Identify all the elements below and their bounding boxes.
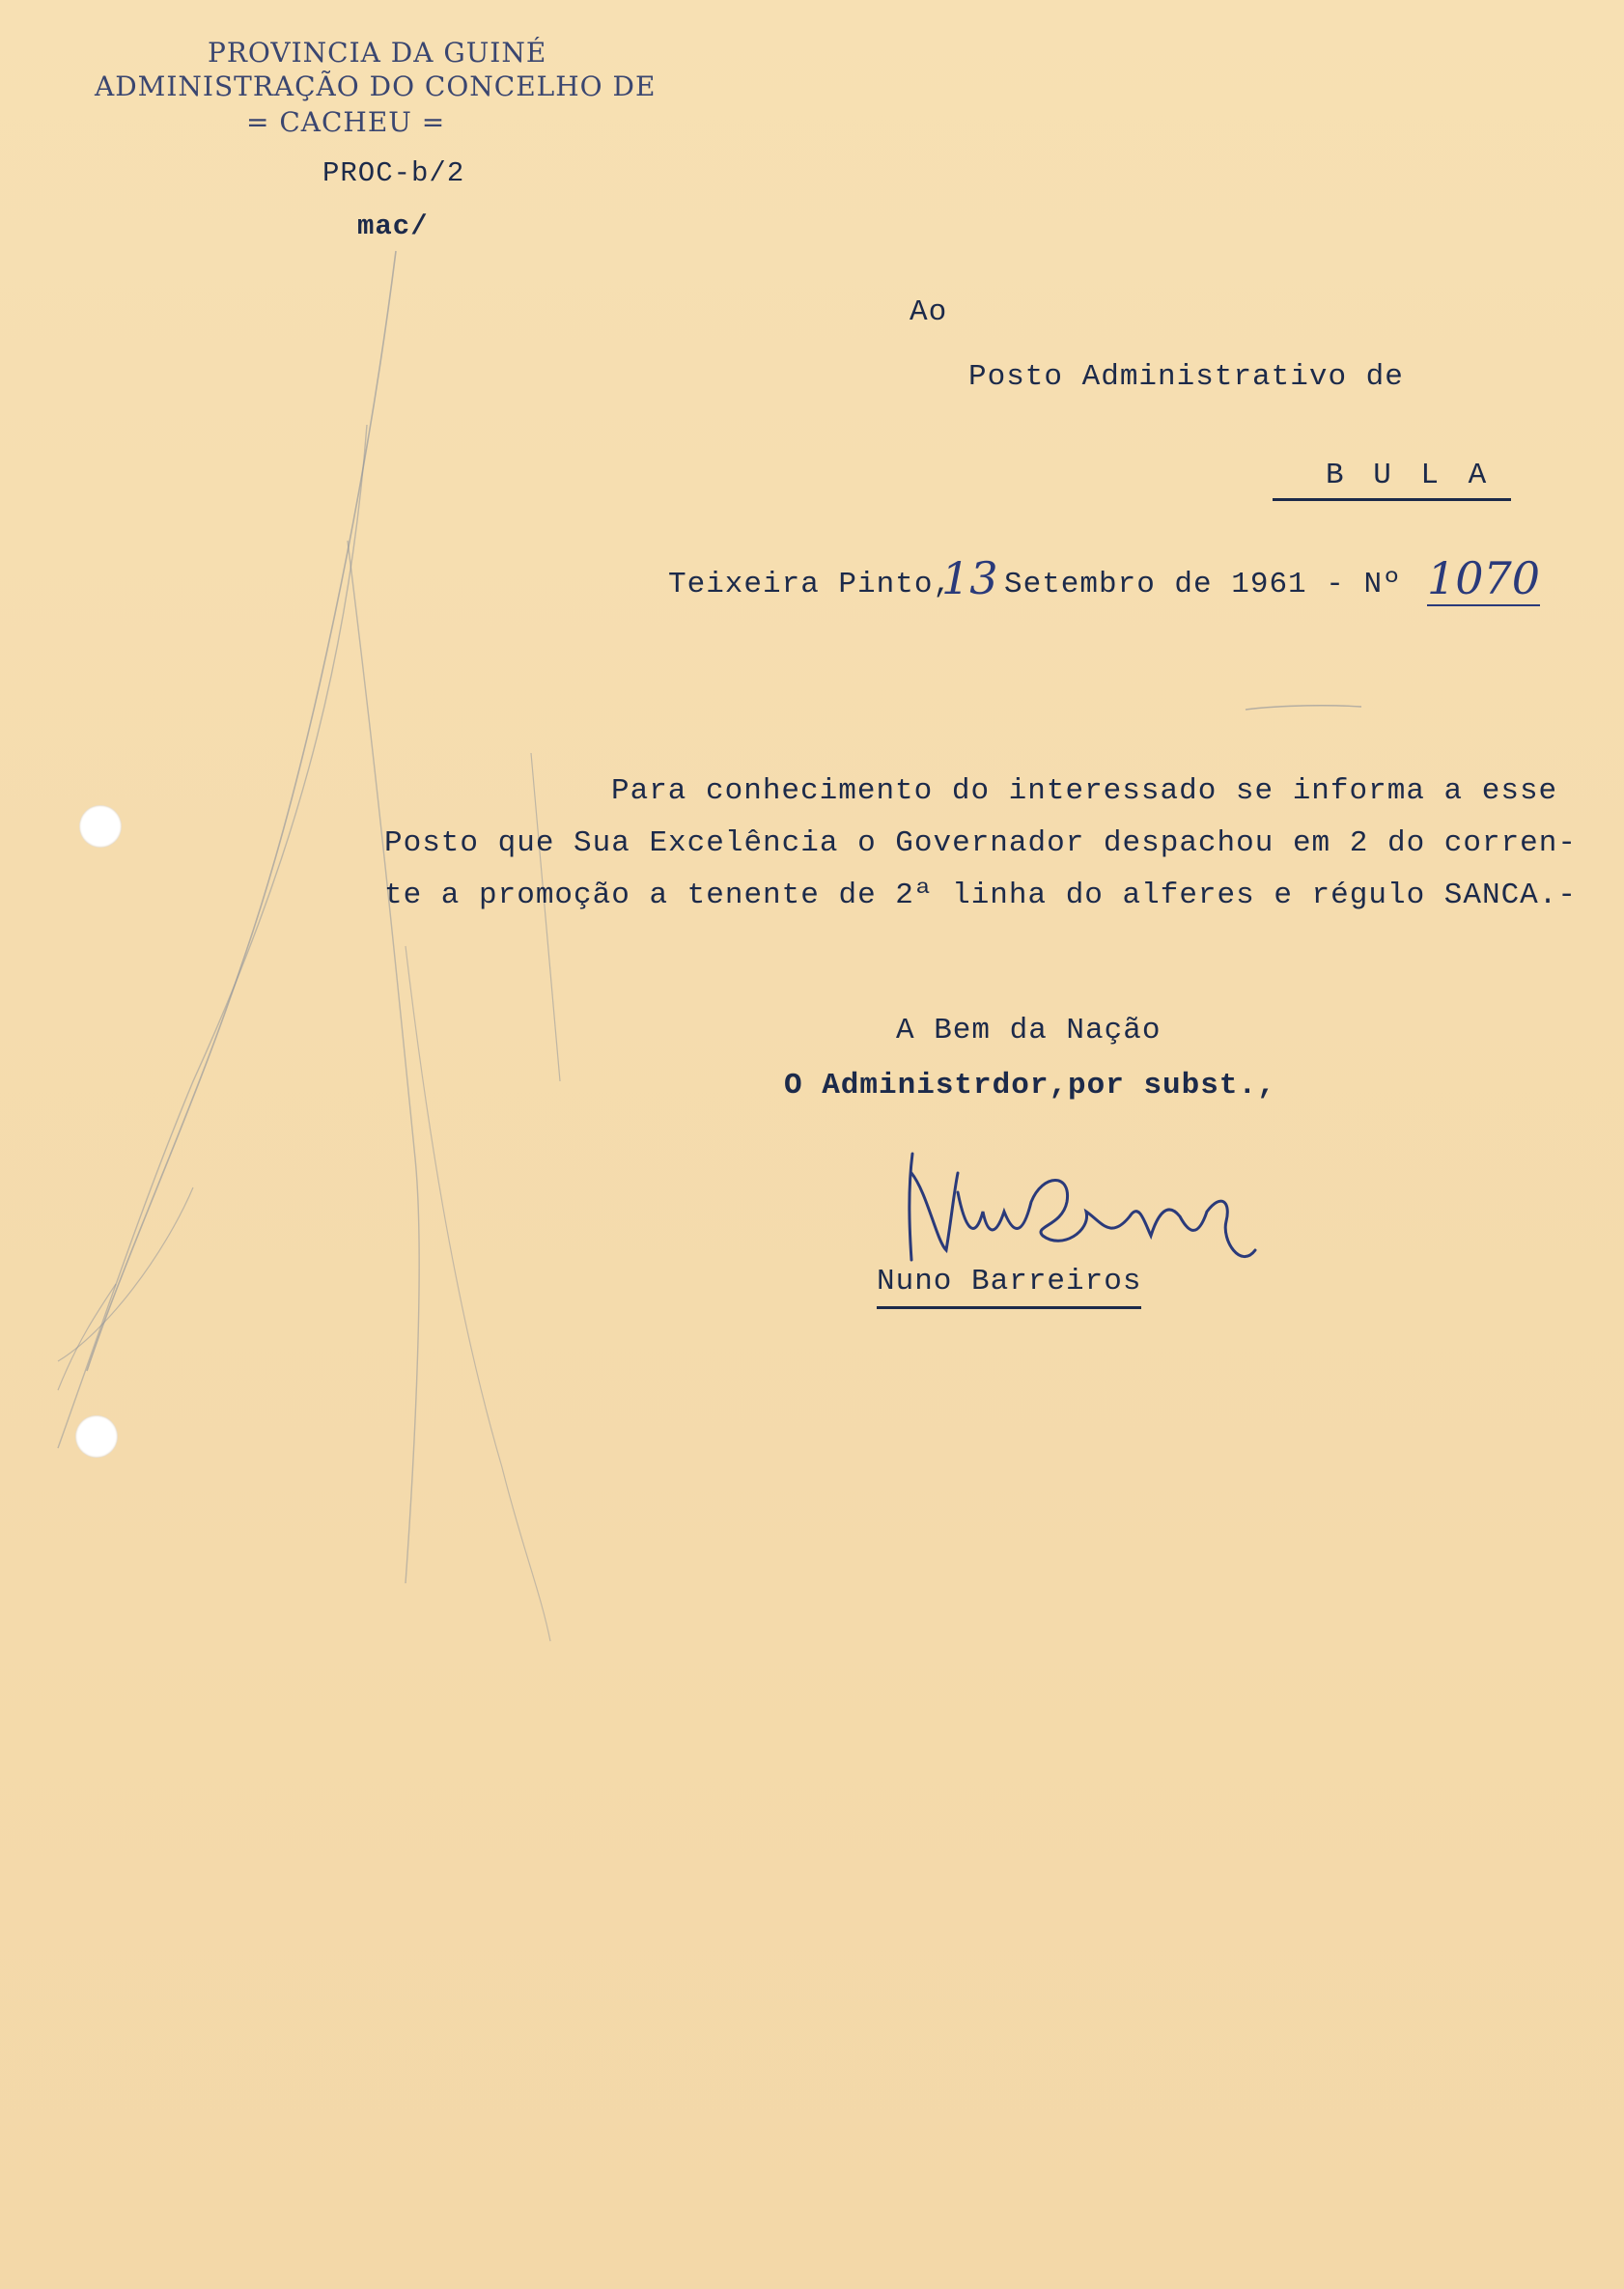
punch-hole-bottom (75, 1415, 118, 1458)
addressee-to: Ao (910, 295, 948, 329)
body-line-2: Posto que Sua Excelência o Governador despachou em 2 do corren- (384, 826, 1577, 860)
addressee-office: Posto Administrativo de (968, 360, 1404, 394)
dateline-prefix: Teixeira Pinto, (668, 568, 953, 601)
dateline-day: 13 (941, 552, 998, 604)
typist-initials: mac/ (357, 210, 429, 242)
stamp-cacheu: = CACHEU = (246, 106, 446, 138)
signature (898, 1134, 1303, 1279)
dateline-middle: Setembro de 1961 - Nº (1004, 568, 1402, 601)
addressee-place: B U L A (1273, 459, 1511, 501)
body-line-1: Para conhecimento do interessado se informa a esse (611, 774, 1558, 808)
closing-salutation: A Bem da Nação (896, 1014, 1162, 1047)
punch-hole-top (79, 805, 122, 848)
stamp-administration: ADMINISTRAÇÃO DO CONCELHO DE (95, 70, 657, 102)
body-line-3: te a promoção a tenente de 2ª linha do alferes e régulo SANCA.- (384, 879, 1577, 912)
stamp-province: PROVINCIA DA GUINÉ (208, 37, 547, 69)
process-reference: PROC-b/2 (322, 157, 465, 189)
signatory-name: Nuno Barreiros (877, 1265, 1141, 1309)
document-number: 1070 (1427, 552, 1541, 604)
closing-role: O Administrdor,por subst., (784, 1069, 1276, 1103)
